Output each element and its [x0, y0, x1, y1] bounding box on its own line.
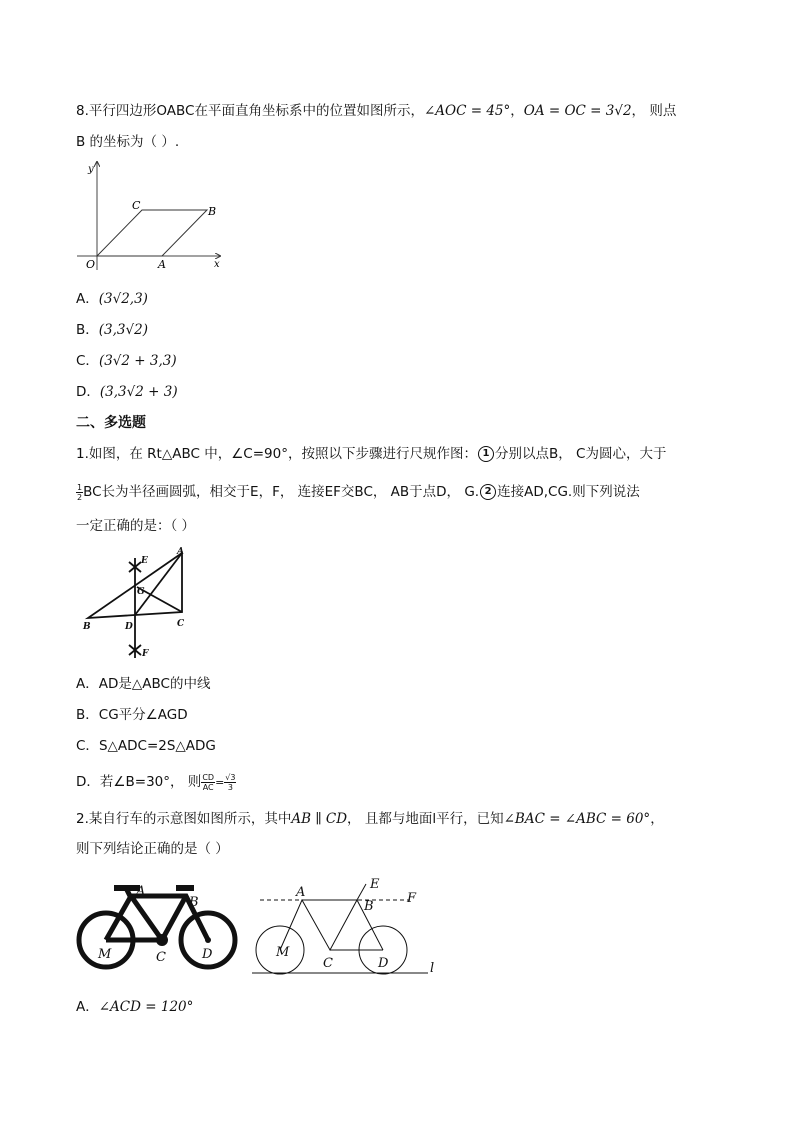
q1-stem-line1: 1.如图，在 Rt△ABC 中，∠C=90°，按照以下步骤进行尺规作图： 1 分别以点B， C为圆心，大于	[76, 446, 667, 462]
diagram-label-A: A	[296, 885, 306, 900]
bicycle-schematic	[250, 874, 440, 976]
fraction-root3-3: $\frac{√3}{3}$	[225, 772, 236, 792]
bicycle-picture	[76, 882, 238, 974]
q1-label-A: A	[177, 547, 184, 557]
fraction-one-half: $\frac{1}{2}$	[77, 482, 83, 502]
q8-parallelogram	[97, 210, 207, 256]
diagram-label-E: E	[370, 877, 380, 892]
q8-angle: ∠AOC = 45°	[423, 103, 511, 119]
q8-option-c: C．(3√2 + 3,3)	[76, 353, 177, 369]
q8-label-B: B	[208, 205, 217, 218]
segment-be	[357, 884, 366, 900]
q8-option-d: D．(3,3√2 + 3)	[76, 384, 178, 400]
bike-label-A: A	[136, 884, 146, 899]
diagram-label-D: D	[378, 956, 389, 971]
q1-label-F: F	[142, 649, 149, 659]
circled-number-2: 2	[480, 484, 496, 500]
q8-label-A: A	[158, 258, 166, 271]
fraction-cd-ac: $\frac{CD}{AC}$	[202, 772, 215, 792]
diagram-label-F: F	[407, 891, 417, 906]
diagram-label-M: M	[276, 945, 290, 960]
diagram-label-l: l	[430, 961, 435, 976]
q1-label-B: B	[83, 622, 91, 632]
q8-stem-suffix: ， 则点	[631, 103, 677, 119]
diagram-label-C: C	[323, 956, 333, 971]
q8-label-y: y	[88, 164, 94, 175]
q8-option-a: A．(3√2,3)	[76, 291, 148, 307]
bike-label-B: B	[189, 895, 199, 910]
q1-label-C: C	[177, 619, 185, 629]
q8-label-x: x	[214, 259, 220, 270]
q8-label-O: O	[86, 258, 96, 271]
q1-stem-line3: 一定正确的是：（ ）	[76, 518, 196, 534]
q8-option-b: B．(3,3√2)	[76, 322, 148, 338]
q8-length: OA = OC = 3√2	[523, 103, 632, 119]
q8-sep: ，	[510, 103, 524, 119]
bike-frame-inner	[131, 896, 186, 940]
q8-stem-prefix: 8.平行四边形OABC在平面直角坐标系中的位置如图所示，	[76, 103, 424, 119]
q1-option-b: B．CG平分∠AGD	[76, 707, 188, 723]
section-title: 二、多选题	[76, 415, 146, 431]
q1-label-E: E	[141, 556, 148, 566]
q1-label-G: G	[137, 587, 145, 597]
q1-option-d: D．若∠B=30°， 则 $\frac{CD}{AC}$ = $\frac{√3}{3}$	[76, 772, 236, 792]
q1-stem-line2: $\frac{1}{2}$ BC长为半径画圆弧，相交于E，F， 连接EF交BC， AB于点D， G. 2 连接AD,CG.则下列说法	[77, 482, 640, 502]
q2-stem-line2: 则下列结论正确的是（ ）	[76, 841, 229, 857]
bike-label-D: D	[202, 947, 213, 962]
q8-stem-line2: B 的坐标为（ ）.	[76, 134, 180, 150]
q8-figure	[72, 158, 232, 278]
q2-option-a: A．∠ACD = 120°	[76, 999, 194, 1015]
bike-label-C: C	[156, 950, 166, 965]
q8-label-C: C	[132, 199, 141, 212]
q2-stem-line1: 2.某自行车的示意图如图所示，其中AB ∥ CD， 且都与地面l平行，已知∠BAC = ∠ABC = 60°，	[76, 811, 664, 827]
diagram-label-B: B	[364, 899, 374, 914]
q1-figure	[80, 548, 210, 666]
bike-crank	[156, 934, 168, 946]
circled-number-1: 1	[478, 446, 494, 462]
bike-hub-front	[205, 937, 211, 943]
q1-option-c: C．S△ADC=2S△ADG	[76, 738, 216, 754]
bike-label-M: M	[98, 947, 112, 962]
q1-option-a: A．AD是△ABC的中线	[76, 676, 211, 692]
q8-stem-line1	[76, 101, 676, 121]
q1-label-D: D	[125, 622, 133, 632]
